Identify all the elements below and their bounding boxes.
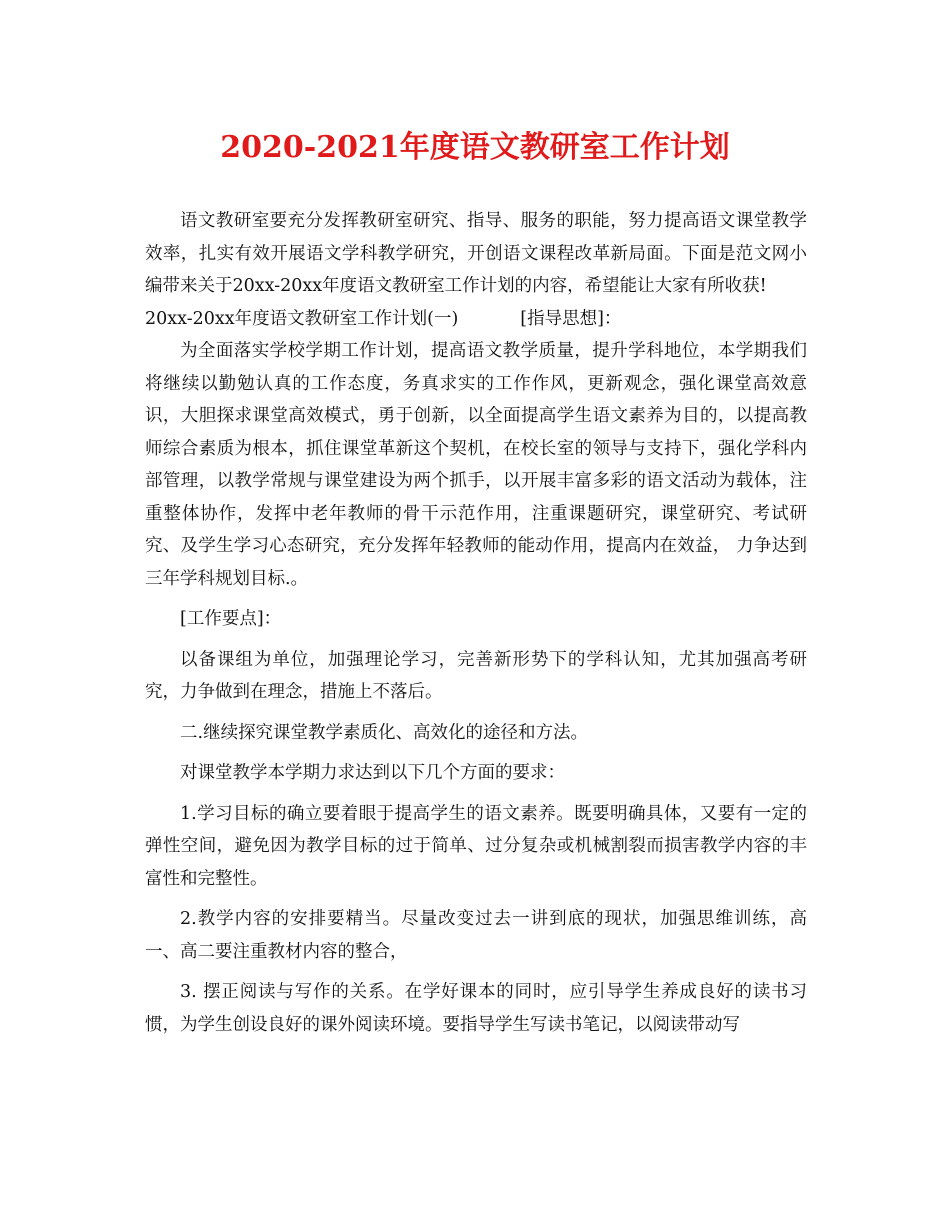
- key-points-paragraph: 以备课组为单位，加强理论学习，完善新形势下的学科认知，尤其加强高考研究，力争做到在理念，措施上不落后。: [145, 649, 807, 702]
- plan-heading-line: [145, 303, 807, 336]
- document-body: [145, 205, 807, 1041]
- document-title: 2020-2021年度语文教研室工作计划: [220, 130, 730, 165]
- plan-heading: 20xx-20xx年度语文教研室工作计划(一): [145, 308, 459, 329]
- item-two-paragraph: 二.继续探究课堂教学素质化、高效化的途径和方法。: [180, 722, 589, 743]
- key-points-heading: [工作要点]：: [180, 609, 282, 629]
- requirement-1: 1.学习目标的确立要着眼于提高学生的语文素养。既要明确具体，又要有一定的弹性空间，避免因为教学目标的过于简单、过分复杂或机械割裂而损害教学内容的丰富性和完整性。: [145, 803, 807, 889]
- requirement-3: 3. 摆正阅读与写作的关系。在学好课本的同时，应引导学生养成良好的读书习惯，为学生创设良好的课外阅读环境。要指导学生写读书笔记，以阅读带动写: [145, 982, 807, 1035]
- guiding-heading: [指导思想]：: [520, 308, 622, 329]
- guiding-paragraph: 为全面落实学校学期工作计划，提高语文教学质量，提升学科地位，本学期我们将继续以勤勉认真的工作态度，务真求实的工作作风，更新观念，强化课堂高效意识，大胆探求课堂高效模式，勇于创新，以全面提高学生语文素养为目的，以提高教师综合素质为根本，抓住课堂革新这个契机，在校长室的领导与支持下，强化学科内部管理，以教学常规与课堂建设为两个抓手，以开展丰富多彩的语文活动为载体，注重整体协作，发挥中老年教师的骨干示范作用，注重课题研究，课堂研究、考试研究、及学生学习心态研究，充分发挥年轻教师的能动作用，提高内在效益， 力争达到三年学科规划目标.。: [145, 341, 807, 589]
- requirements-paragraph: 对课堂教学本学期力求达到以下几个方面的要求：: [180, 763, 565, 783]
- requirement-2: 2.教学内容的安排要精当。尽量改变过去一讲到底的现状，加强思维训练，高一、高二要注重教材内容的整合，: [145, 909, 807, 962]
- intro-paragraph: 语文教研室要充分发挥教研室研究、指导、服务的职能，努力提高语文课堂教学效率，扎实有效开展语文学科教学研究，开创语文课程改革新局面。下面是范文网小编带来关于20xx-20xx年度语文教研室工作计划的内容，希望能让大家有所收获!: [145, 211, 807, 296]
